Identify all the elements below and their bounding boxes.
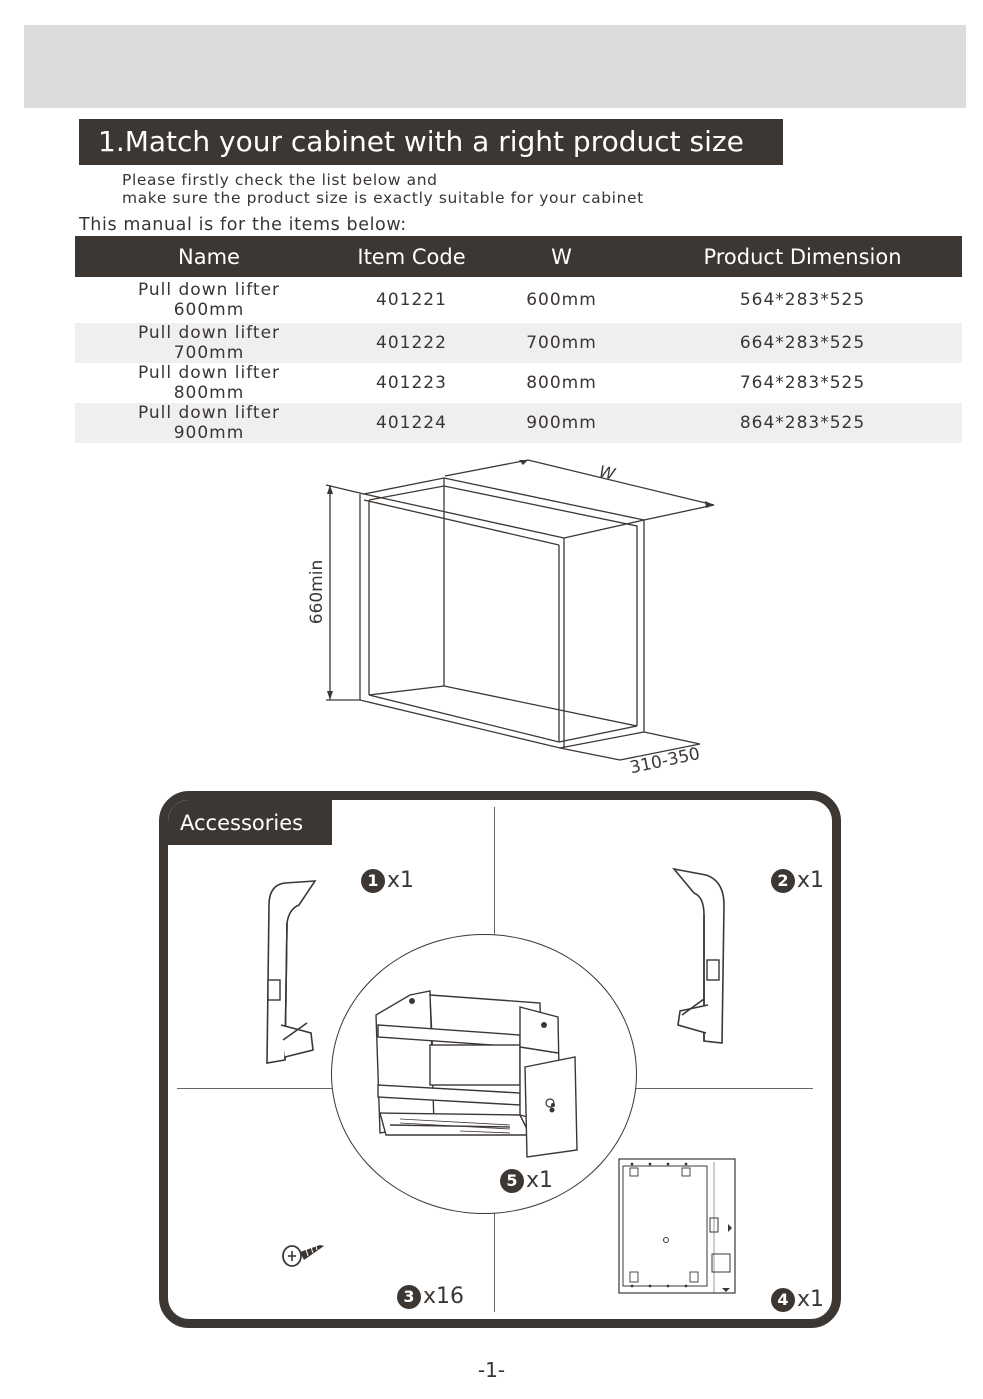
accessory-5-qty: x1 bbox=[526, 1168, 554, 1193]
cell-dimension: 664*283*525 bbox=[643, 323, 962, 363]
screw-illustration bbox=[280, 1236, 328, 1272]
pull-down-lifter-illustration bbox=[370, 985, 585, 1160]
section-title: 1.Match your cabinet with a right product size bbox=[79, 119, 783, 165]
table-row bbox=[75, 363, 962, 403]
cell-name: Pull down lifter 700mm bbox=[75, 323, 343, 363]
cabinet-diagram bbox=[300, 455, 730, 785]
cell-w: 800mm bbox=[526, 373, 597, 393]
cell-name: Pull down lifter 600mm bbox=[137, 280, 281, 320]
table-header-row bbox=[75, 236, 962, 277]
accessory-2-label bbox=[771, 868, 824, 894]
table-row bbox=[75, 277, 962, 323]
accessory-4-label bbox=[771, 1287, 824, 1313]
cell-code: 401224 bbox=[343, 403, 480, 443]
table-row bbox=[75, 403, 962, 443]
accessory-2-qty: x1 bbox=[797, 868, 825, 893]
right-bracket-illustration bbox=[668, 865, 740, 1050]
page-number: -1- bbox=[477, 1358, 506, 1382]
accessory-5-badge: 5 bbox=[500, 1169, 524, 1193]
intro-line-2: make sure the product size is exactly suitable for your cabinet bbox=[122, 189, 644, 207]
cell-name: Pull down lifter 800mm bbox=[137, 363, 281, 403]
table-row bbox=[75, 323, 962, 363]
accessory-3-qty: x16 bbox=[423, 1284, 465, 1309]
accessory-5-label bbox=[500, 1168, 553, 1194]
header-name: Name bbox=[75, 236, 343, 277]
width-label: W bbox=[597, 461, 617, 484]
left-bracket-illustration bbox=[255, 875, 325, 1070]
manual-note: This manual is for the items below: bbox=[79, 215, 407, 235]
cell-w: 600mm bbox=[526, 290, 597, 310]
accessory-2-badge: 2 bbox=[771, 869, 795, 893]
cell-w: 700mm bbox=[480, 323, 643, 363]
cell-dimension: 564*283*525 bbox=[739, 290, 866, 310]
intro-line-1: Please firstly check the list below and bbox=[122, 171, 438, 189]
cell-dimension: 864*283*525 bbox=[643, 403, 962, 443]
depth-label: 310-350 bbox=[628, 743, 702, 779]
accessory-3-label bbox=[397, 1284, 464, 1310]
accessory-1-qty: x1 bbox=[387, 868, 415, 893]
cell-code: 401221 bbox=[376, 290, 447, 310]
product-table bbox=[75, 236, 962, 443]
accessory-1-label bbox=[361, 868, 414, 894]
accessory-4-badge: 4 bbox=[771, 1288, 795, 1312]
cell-w: 900mm bbox=[480, 403, 643, 443]
accessory-1-badge: 1 bbox=[361, 869, 385, 893]
mounting-template-illustration bbox=[618, 1158, 738, 1296]
accessories-title: Accessories bbox=[168, 800, 332, 845]
header-item-code: Item Code bbox=[343, 236, 480, 277]
cell-code: 401223 bbox=[376, 373, 447, 393]
cell-code: 401222 bbox=[343, 323, 480, 363]
header-w: W bbox=[480, 236, 643, 277]
cell-dimension: 764*283*525 bbox=[739, 373, 866, 393]
accessory-3-badge: 3 bbox=[397, 1285, 421, 1309]
cell-name: Pull down lifter 900mm bbox=[75, 403, 343, 443]
header-product-dimension: Product Dimension bbox=[643, 236, 962, 277]
height-label: 660min bbox=[307, 559, 327, 625]
intro-text bbox=[122, 171, 644, 207]
header-band bbox=[24, 25, 966, 108]
accessory-4-qty: x1 bbox=[797, 1287, 825, 1312]
